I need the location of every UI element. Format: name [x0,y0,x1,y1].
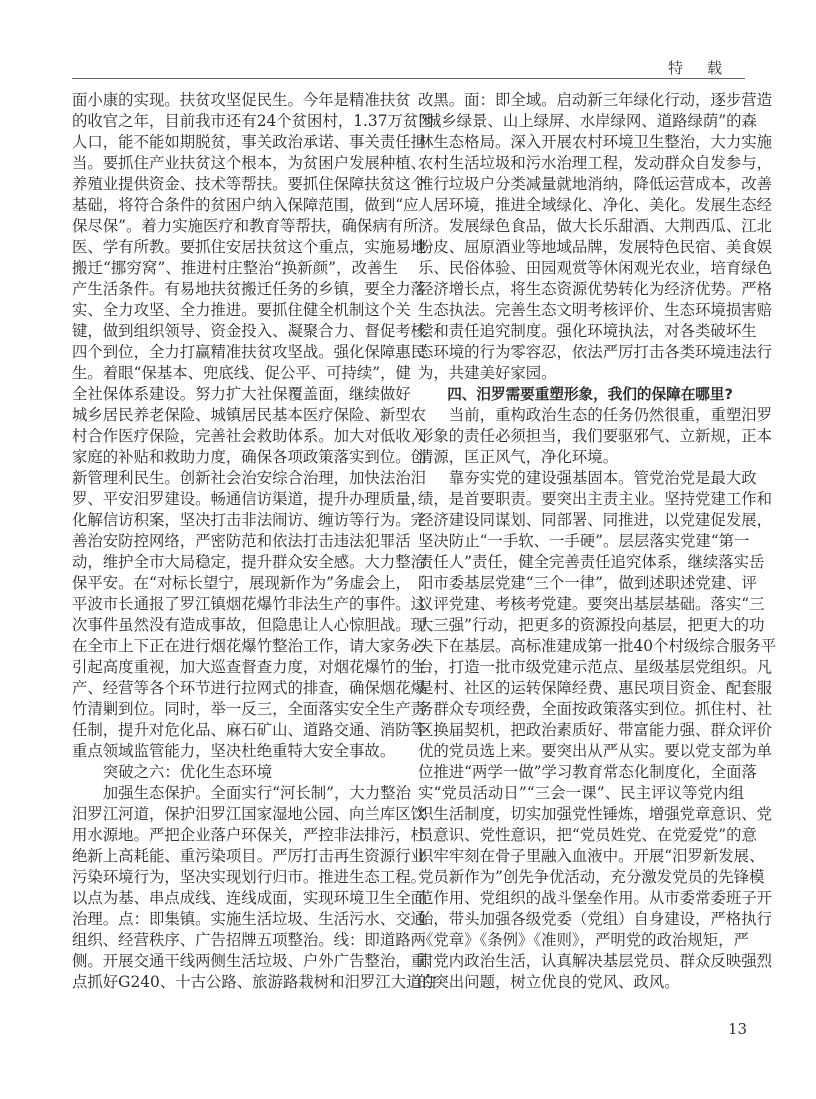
text-line: 罗、平安汨罗建设。畅通信访渠道，提升办理质量， [72,490,426,508]
text-line: 范作用、党组织的战斗堡垒作用。从市委常委班子开 [418,889,772,907]
text-line: 全社保体系建设。努力扩大社保覆盖面，继续做好 [72,385,411,403]
text-line: 济。发展绿色食品，做大长乐甜酒、大荆西瓜、江北 [418,217,772,235]
text-line: 改黑。面：即全域。启动新三年绿化行动，逐步营造 [418,91,772,109]
section-heading [418,384,744,405]
text-line: 医、学有所教。要抓住安居扶贫这个重点，实施易地 [72,238,426,256]
text-line: 实“党员活动日”“三会一课”、民主评议等党内组 [418,784,744,802]
text-line: 平波市长通报了罗江镇烟花爆竹非法生产的事件。这 [72,595,426,613]
text-line: 的突出问题，树立优良的党风、政风。 [418,973,680,991]
text-line: 人居环境，推进全域绿化、净化、美化。发展生态经 [418,196,772,214]
text-line: 基础，将符合条件的贫困户纳入保障范围，做到“应 [72,196,419,214]
left-text-column [72,90,437,993]
text-line: 绝新上高耗能、重污染项目。严厉打击再生资源行业 [72,847,426,865]
text-line: 的收官之年，目前我市还有24个贫困村，1.37万贫困 [72,112,434,130]
text-line: 键，做到组织领导、资金投入、凝聚合力、督促考核 [72,322,426,340]
text-line: 村合作医疗保险，完善社会救助体系。加大对低收入 [72,427,426,445]
paragraph [72,783,437,993]
text-line: 优的党员选上来。要突出从严从实。要以党支部为单 [418,742,772,760]
text-line: 责任人”责任，健全完善责任追究体系，继续落实岳 [418,553,765,571]
text-line: 阳市委基层党建“三个一律”，做到述职述党建、评 [418,574,757,592]
text-line: 靠夯实党的建设强基固本。管党治党是最大政 [448,469,757,487]
text-line: 肃党内政治生活，认真解决基层党员、群众反映强烈 [418,952,772,970]
text-line: 以点为基、串点成线、连线成面，实现环境卫生全面 [72,889,426,907]
text-line: 绩，是首要职责。要突出主责主业。坚持党建工作和 [418,490,772,508]
text-line: 产生活条件。有易地扶贫搬迁任务的乡镇，要全力落 [72,280,426,298]
text-line: 区换届契机，把政治素质好、带富能力强、群众评价 [418,721,772,739]
text-line: 生态执法。完善生态文明考核评价、生态环境损害赔 [418,301,772,319]
text-line: 大三强”行动，把更多的资源投向基层，把更大的功 [418,616,765,634]
text-line: 组织、经营秩序、广告招牌五项整治。线：即道路两 [72,931,426,949]
text-line: 养殖业提供资金、技术等帮扶。要抓住保障扶贫这个 [72,175,426,193]
text-line: 议评党建、考核考党建。要突出基层基础。落实“三 [418,595,765,613]
text-line: 人口，能不能如期脱贫，事关政治承诺、事关责任担 [72,133,426,151]
text-line: “城乡绿景、山上绿屏、水岸绿网、道路绿荫”的森 [418,112,757,130]
text-line: 治理。点：即集镇。实施生活垃圾、生活污水、交通 [72,910,426,928]
text-line: 家庭的补贴和救助力度，确保各项政策落实到位。创 [72,448,426,466]
text-line: 城乡居民养老保险、城镇居民基本医疗保险、新型农 [72,406,426,424]
text-line: 推行垃圾户分类减量就地消纳，降低运营成本，改善 [418,175,772,193]
right-text-column [418,90,777,993]
text-line: 员意识、党性意识，把“党员姓党、在党爱党”的意 [418,826,757,844]
text-line: 任制，提升对危化品、麻石矿山、道路交通、消防等 [72,721,426,739]
text-line: 《党章》《条例》《准则》，严明党的政治规矩，严 [418,931,749,949]
text-line: 用水源地。严把企业落户环保关，严控非法排污，杜 [72,826,426,844]
text-line: 是村、社区的运转保障经费、惠民项目资金、配套服 [418,679,772,697]
text-line: 产、经营等各个环节进行拉网式的排查，确保烟花爆 [72,679,426,697]
text-line: 保尽保”。着力实施医疗和教育等帮扶，确保病有所 [72,217,419,235]
text-line: 四个到位，全力打赢精准扶贫攻坚战。强化保障惠民 [72,343,426,361]
text-line: 坚决防止“一手软、一手硬”。层层落实党建“第一 [418,532,750,550]
text-line: 态环境的行为零容忍，依法严厉打击各类环境违法行 [418,343,772,361]
text-line: 次事件虽然没有造成事故，但隐患让人心惊胆战。现 [72,616,426,634]
text-line: 引起高度重视，加大巡查督查力度，对烟花爆竹的生 [72,658,426,676]
text-line: 务群众专项经费，全面按政策落实到位。抓住村、社 [418,700,772,718]
paragraph [418,405,773,468]
paragraph [418,90,772,384]
text-line: 保平安。在“对标长望宁，展现新作为”务虚会上， [72,574,411,592]
text-line: 汨罗江河道，保护汨罗江国家湿地公园、向兰库区饮 [72,805,426,823]
text-line: 在全市上下正在进行烟花爆竹整治工作，请大家务必 [72,637,426,655]
text-line: 识牢牢刻在骨子里融入血液中。开展“汨罗新发展、 [418,847,765,865]
text-line: 四、汨罗需要重塑形象，我们的保障在哪里? [447,386,733,403]
text-line: 污染环境行为，坚决实现划行归市。推进生态工程。 [72,868,426,886]
text-line: 新管理利民生。创新社会治安综合治理，加快法治汨 [72,469,426,487]
text-line: 点抓好G240、十古公路、旅游路栽树和汨罗江大道白 [72,973,437,991]
text-line: 加强生态保护。全面实行“河长制”，大力整治 [102,784,411,802]
text-line: 偿和责任追究制度。强化环境执法，对各类破坏生 [418,322,757,340]
text-line: 搬迁“挪穷窝”、推进村庄整治“换新颜”，改善生 [72,259,398,277]
text-line: 夫下在基层。高标准建成第一批40个村级综合服务平 [418,637,777,655]
text-line: 位推进“两学一做”学习教育常态化制度化，全面落 [418,763,757,781]
text-line: 生。着眼“保基本、兜底线、促公平、可持续”，健 [72,364,411,382]
text-line: 当。要抓住产业扶贫这个根本，为贫困户发展种植、 [72,154,426,172]
section-heading [72,762,398,783]
section-title: 特载 [668,59,747,77]
text-line: 侧。开展交通干线两侧生活垃圾、户外广告整治，重 [72,952,426,970]
text-line: 化解信访积案，坚决打击非法闹访、缠访等行为。完 [72,511,426,529]
text-line: 重点领域监管能力，坚决杜绝重特大安全事故。 [72,742,396,760]
text-line: 党员新作为”创先争优活动，充分激发党员的先锋模 [418,868,765,886]
page-number: 13 [728,1020,748,1038]
text-line: 乐、民俗体验、田园观赏等休闲观光农业，培育绿色 [418,259,772,277]
text-line: 当前，重构政治生态的任务仍然很重，重塑汨罗 [448,406,773,424]
text-line: 林生态格局。深入开展农村环境卫生整治，大力实施 [418,133,772,151]
text-line: 突破之六：优化生态环境 [102,763,273,781]
text-line: 粉皮、屈原酒业等地域品牌，发展特色民宿、美食娱 [418,238,772,256]
text-line: 始，带头加强各级党委（党组）自身建设，严格执行 [418,910,772,928]
paragraph [418,468,777,993]
text-line: 形象的责任必须担当，我们要驱邪气、立新规，正本 [418,427,772,445]
text-line: 经济建设同谋划、同部署、同推进，以党建促发展， [418,511,772,529]
text-line: 善治安防控网络，严密防范和依法打击违法犯罪活 [72,532,411,550]
text-line: 面小康的实现。扶贫攻坚促民生。今年是精准扶贫 [72,91,411,109]
header-divider [72,78,745,79]
text-line: 织生活制度，切实加强党性锤炼，增强党章意识、党 [418,805,772,823]
text-line: 实、全力攻坚、全力推进。要抓住健全机制这个关 [72,301,411,319]
text-line: 动，维护全市大局稳定，提升群众安全感。大力整治 [72,553,426,571]
paragraph [72,90,434,762]
text-line: 为，共建美好家园。 [418,364,557,382]
text-line: 台，打造一批市级党建示范点、星级基层党组织。凡 [418,658,772,676]
text-line: 经济增长点，将生态资源优势转化为经济优势。严格 [418,280,772,298]
text-line: 竹清剿到位。同时，举一反三，全面落实安全生产责 [72,700,426,718]
text-line: 农村生活垃圾和污水治理工程，发动群众自发参与， [418,154,772,172]
text-line: 清源，匡正风气，净化环境。 [418,448,619,466]
